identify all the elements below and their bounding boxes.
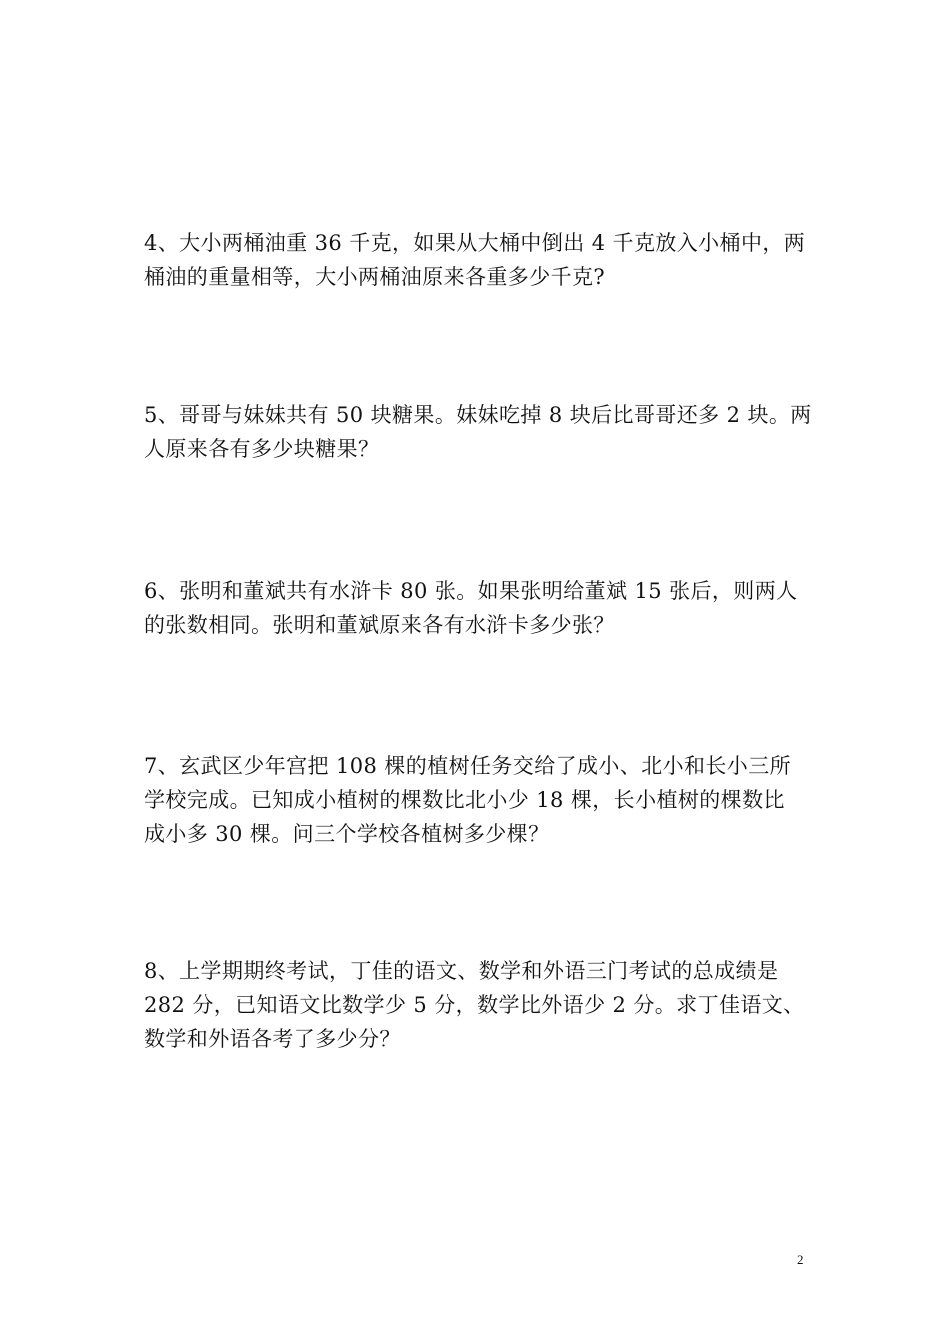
- problem-8-line-1: 8、上学期期终考试，丁佳的语文、数学和外语三门考试的总成绩是: [144, 959, 779, 983]
- problem-8-line-3: 数学和外语各考了多少分？: [144, 1027, 401, 1051]
- problem-7-line-3: 成小多 30 棵。问三个学校各植树多少棵？: [144, 822, 550, 846]
- problem-5-line-1: 5、哥哥与妹妹共有 50 块糖果。妹妹吃掉 8 块后比哥哥还多 2 块。两: [144, 403, 812, 427]
- problem-7-line-2: 学校完成。已知成小植树的棵数比北小少 18 棵，长小植树的棵数比: [144, 788, 785, 812]
- problem-6: [144, 574, 812, 642]
- problem-5: [144, 398, 812, 466]
- problem-7-line-1: 7、玄武区少年宫把 108 棵的植树任务交给了成小、北小和长小三所: [144, 754, 791, 778]
- problem-5-line-2: 人原来各有多少块糖果？: [144, 437, 380, 461]
- problem-8-line-2: 282 分，已知语文比数学少 5 分，数学比外语少 2 分。求丁佳语文、: [144, 993, 805, 1017]
- problem-4-line-2: 桶油的重量相等，大小两桶油原来各重多少千克?: [144, 265, 606, 289]
- problem-7: [144, 749, 812, 851]
- problem-6-line-2: 的张数相同。张明和董斌原来各有水浒卡多少张？: [144, 613, 615, 637]
- problem-4: [144, 226, 812, 294]
- problem-6-line-1: 6、张明和董斌共有水浒卡 80 张。如果张明给董斌 15 张后，则两人: [144, 579, 798, 603]
- problem-8: [144, 954, 812, 1056]
- page-number: 2: [797, 1252, 804, 1267]
- problem-4-line-1: 4、大小两桶油重 36 千克，如果从大桶中倒出 4 千克放入小桶中，两: [144, 231, 806, 255]
